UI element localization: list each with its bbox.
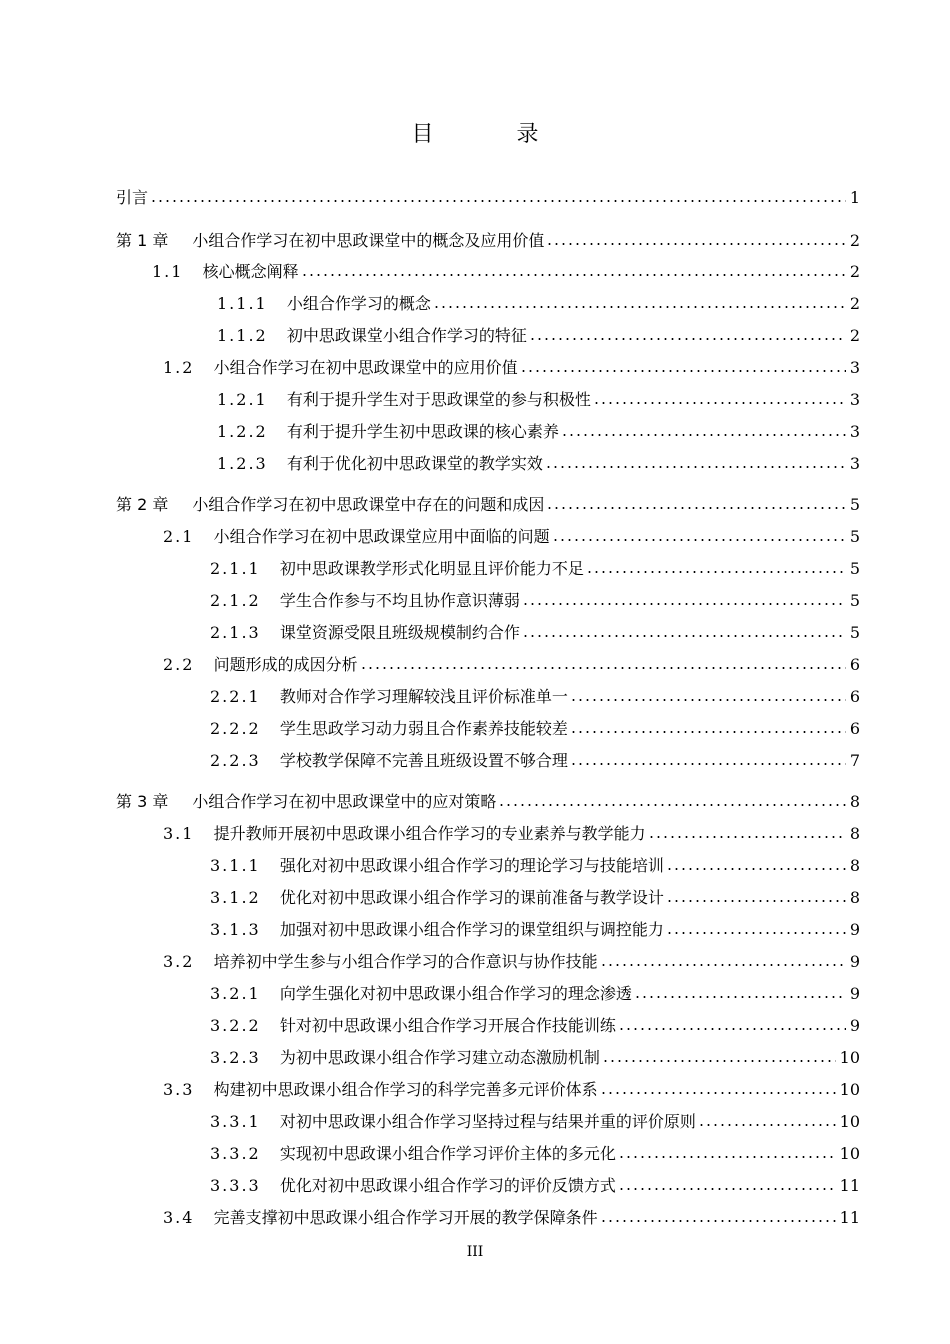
toc-entry-text: 完善支撑初中思政课小组合作学习开展的教学保障条件 xyxy=(213,1208,598,1227)
toc-entry-page: 10 xyxy=(839,1144,860,1163)
dot-leader xyxy=(600,962,846,968)
toc-entry-text: 有利于提升学生初中思政课的核心素养 xyxy=(286,422,559,441)
toc-entry-number: 2.2 xyxy=(163,655,195,674)
toc-entry-title xyxy=(210,1112,696,1132)
toc-entry-title xyxy=(116,188,148,208)
toc-entry[interactable] xyxy=(210,1044,860,1068)
toc-entry-number: 3.2.1 xyxy=(210,984,261,1003)
dot-leader xyxy=(593,400,846,406)
toc-entry[interactable] xyxy=(210,715,860,739)
toc-entry[interactable] xyxy=(163,651,860,675)
toc-entry-title xyxy=(210,984,632,1004)
toc-entry-number: 1.1 xyxy=(152,262,184,281)
dot-leader xyxy=(546,505,845,511)
toc-entry[interactable] xyxy=(152,258,860,282)
toc-entry-title xyxy=(152,262,299,282)
toc-entry-text: 强化对初中思政课小组合作学习的理论学习与技能培训 xyxy=(279,856,664,875)
dot-leader xyxy=(666,930,846,936)
toc-entry-number: 2.1.3 xyxy=(210,623,261,642)
toc-entry-title xyxy=(217,326,527,346)
dot-leader xyxy=(666,898,846,904)
toc-entry-number: 1.2.1 xyxy=(217,390,268,409)
toc-entry[interactable] xyxy=(210,1108,860,1132)
dot-leader xyxy=(666,866,846,872)
toc-entry[interactable] xyxy=(217,386,860,410)
toc-entry-title xyxy=(163,1208,598,1228)
toc-entry-text: 实现初中思政课小组合作学习评价主体的多元化 xyxy=(279,1144,616,1163)
page-title: 目 录 xyxy=(411,122,577,147)
toc-entry-page: 3 xyxy=(849,390,860,409)
toc-entry-title xyxy=(116,792,496,812)
toc-entry-text: 优化对初中思政课小组合作学习的课前准备与教学设计 xyxy=(279,888,664,907)
toc-entry-text: 构建初中思政课小组合作学习的科学完善多元评价体系 xyxy=(213,1080,598,1099)
toc-entry-number: 3.2 xyxy=(163,952,195,971)
toc-entry-number: 3.1.1 xyxy=(210,856,261,875)
dot-leader xyxy=(698,1122,836,1128)
dot-leader xyxy=(522,633,846,639)
toc-entry-title xyxy=(163,358,518,378)
toc-entry-page: 6 xyxy=(849,719,860,738)
page-number-footer: III xyxy=(466,1244,484,1260)
toc-entry-text: 加强对初中思政课小组合作学习的课堂组织与调控能力 xyxy=(279,920,664,939)
dot-leader xyxy=(618,1026,846,1032)
dot-leader xyxy=(529,336,846,342)
toc-entry[interactable] xyxy=(163,948,860,972)
toc-entry[interactable] xyxy=(210,916,860,940)
toc-entry-text: 为初中思政课小组合作学习建立动态激励机制 xyxy=(279,1048,600,1067)
toc-entry-text: 小组合作学习在初中思政课堂中的应对策略 xyxy=(192,792,497,811)
toc-entry-number: 1.1.2 xyxy=(217,326,268,345)
toc-entry-number: 3.2.3 xyxy=(210,1048,261,1067)
toc-entry-page: 10 xyxy=(839,1112,860,1131)
toc-entry-page: 7 xyxy=(849,751,860,770)
dot-leader xyxy=(545,464,846,470)
toc-entry-page: 9 xyxy=(849,952,860,971)
toc-entry-title xyxy=(163,655,358,675)
dot-leader xyxy=(546,241,845,247)
toc-entry-number: 1.2 xyxy=(163,358,195,377)
toc-entry-title xyxy=(210,751,568,771)
toc-entry-text: 小组合作学习在初中思政课堂应用中面临的问题 xyxy=(213,527,550,546)
toc-entry[interactable] xyxy=(210,980,860,1004)
toc-entry-page: 10 xyxy=(839,1048,860,1067)
toc-entry-title xyxy=(210,687,568,707)
toc-entry-title xyxy=(217,294,431,314)
dot-leader xyxy=(552,537,846,543)
toc-entry-title xyxy=(217,454,543,474)
toc-entry-title xyxy=(163,527,550,547)
toc-entry-number: 3.1 xyxy=(163,824,195,843)
dot-leader xyxy=(561,432,846,438)
toc-entry-title xyxy=(210,1048,600,1068)
toc-entry-page: 5 xyxy=(849,527,860,546)
toc-entry[interactable] xyxy=(210,747,860,771)
toc-entry-page: 2 xyxy=(849,326,860,345)
toc-entry-page: 2 xyxy=(849,262,860,281)
toc-entry-number: 第 2 章 xyxy=(116,495,169,514)
toc-entry-page: 1 xyxy=(849,188,860,207)
toc-entry-page: 9 xyxy=(849,984,860,1003)
toc-entry-number: 3.1.3 xyxy=(210,920,261,939)
toc-entry[interactable] xyxy=(210,1140,860,1164)
toc-entry-text: 向学生强化对初中思政课小组合作学习的理念渗透 xyxy=(279,984,632,1003)
toc-entry-number: 第 1 章 xyxy=(116,231,169,250)
dot-leader xyxy=(586,569,846,575)
toc-entry[interactable] xyxy=(210,852,860,876)
toc-entry-page: 5 xyxy=(849,623,860,642)
toc-entry-text: 学生合作参与不均且协作意识薄弱 xyxy=(279,591,520,610)
toc-entry-text: 学校教学保障不完善且班级设置不够合理 xyxy=(279,751,568,770)
toc-entry-text: 引言 xyxy=(116,188,149,207)
toc-entry[interactable] xyxy=(163,1204,860,1228)
toc-entry-number: 2.1.2 xyxy=(210,591,261,610)
toc-entry-text: 课堂资源受限且班级规模制约合作 xyxy=(279,623,520,642)
toc-entry-title xyxy=(163,1080,598,1100)
toc-chapter-entry[interactable] xyxy=(116,491,860,515)
toc-entry-title xyxy=(116,495,544,515)
toc-entry-text: 优化对初中思政课小组合作学习的评价反馈方式 xyxy=(279,1176,616,1195)
toc-entry[interactable] xyxy=(163,1076,860,1100)
toc-entry-title xyxy=(163,824,646,844)
dot-leader xyxy=(602,1058,836,1064)
toc-entry-page: 6 xyxy=(849,687,860,706)
toc-entry[interactable] xyxy=(210,587,860,611)
toc-entry-number: 3.1.2 xyxy=(210,888,261,907)
toc-entry-page: 9 xyxy=(849,1016,860,1035)
toc-entry-text: 针对初中思政课小组合作学习开展合作技能训练 xyxy=(279,1016,616,1035)
toc-entry-page: 3 xyxy=(849,358,860,377)
dot-leader xyxy=(301,272,846,278)
toc-entry[interactable] xyxy=(210,1172,860,1196)
toc-entry-page: 3 xyxy=(849,454,860,473)
dot-leader xyxy=(522,601,846,607)
dot-leader xyxy=(648,834,846,840)
toc-entry[interactable] xyxy=(210,683,860,707)
toc-entry-text: 有利于提升学生对于思政课堂的参与积极性 xyxy=(286,390,591,409)
toc-entry-page: 11 xyxy=(839,1176,860,1195)
dot-leader xyxy=(634,994,846,1000)
toc-entry-page: 2 xyxy=(849,294,860,313)
toc-entry-text: 小组合作学习在初中思政课堂中存在的问题和成因 xyxy=(192,495,545,514)
toc-entry-page: 11 xyxy=(839,1208,860,1227)
toc-entry-number: 2.1 xyxy=(163,527,195,546)
toc-entry-page: 5 xyxy=(849,591,860,610)
toc-entry-title xyxy=(210,719,568,739)
toc-entry-page: 6 xyxy=(849,655,860,674)
toc-entry-page: 8 xyxy=(849,824,860,843)
toc-entry-title xyxy=(210,623,520,643)
toc-entry-number: 2.2.3 xyxy=(210,751,261,770)
toc-entry-number: 2.2.2 xyxy=(210,719,261,738)
toc-entry-text: 教师对合作学习理解较浅且评价标准单一 xyxy=(279,687,568,706)
toc-entry-text: 小组合作学习的概念 xyxy=(286,294,431,313)
toc-entry[interactable] xyxy=(217,418,860,442)
toc-entry-number: 3.4 xyxy=(163,1208,195,1227)
toc-entry-title xyxy=(217,390,591,410)
toc-entry[interactable] xyxy=(210,1012,860,1036)
toc-entry-page: 5 xyxy=(849,495,860,514)
toc-entry-page: 3 xyxy=(849,422,860,441)
toc-entry-page: 8 xyxy=(849,888,860,907)
toc-chapter-entry[interactable] xyxy=(116,227,860,251)
toc-entry-number: 3.3.2 xyxy=(210,1144,261,1163)
toc-entry[interactable] xyxy=(163,523,860,547)
toc-entry-title xyxy=(210,920,664,940)
dot-leader xyxy=(433,304,846,310)
toc-chapter-entry[interactable] xyxy=(116,184,860,208)
toc-entry-page: 10 xyxy=(839,1080,860,1099)
toc-entry-number: 1.2.3 xyxy=(217,454,268,473)
toc-entry-page: 9 xyxy=(849,920,860,939)
dot-leader xyxy=(600,1218,836,1224)
toc-entry-number: 1.1.1 xyxy=(217,294,268,313)
dot-leader xyxy=(360,665,846,671)
toc-entry-title xyxy=(210,1144,616,1164)
dot-leader xyxy=(600,1090,836,1096)
dot-leader xyxy=(618,1154,836,1160)
toc-entry-number: 3.3 xyxy=(163,1080,195,1099)
toc-entry-title xyxy=(210,591,520,611)
toc-entry[interactable] xyxy=(210,555,860,579)
toc-entry[interactable] xyxy=(163,820,860,844)
toc-entry-number: 3.3.1 xyxy=(210,1112,261,1131)
toc-entry-text: 核心概念阐释 xyxy=(202,262,299,281)
toc-entry[interactable] xyxy=(210,619,860,643)
toc-entry-page: 8 xyxy=(849,792,860,811)
toc-entry-text: 对初中思政课小组合作学习坚持过程与结果并重的评价原则 xyxy=(279,1112,696,1131)
toc-entry-page: 5 xyxy=(849,559,860,578)
toc-entry-text: 小组合作学习在初中思政课堂中的概念及应用价值 xyxy=(192,231,545,250)
toc-entry-text: 有利于优化初中思政课堂的教学实效 xyxy=(286,454,543,473)
dot-leader xyxy=(570,761,846,767)
dot-leader xyxy=(520,368,846,374)
toc-entry-text: 学生思政学习动力弱且合作素养技能较差 xyxy=(279,719,568,738)
dot-leader xyxy=(618,1186,836,1192)
toc-entry-number: 第 3 章 xyxy=(116,792,169,811)
toc-entry[interactable] xyxy=(217,322,860,346)
toc-entry-text: 培养初中学生参与小组合作学习的合作意识与协作技能 xyxy=(213,952,598,971)
toc-entry-title xyxy=(116,231,544,251)
toc-entry[interactable] xyxy=(217,290,860,314)
toc-entry-text: 问题形成的成因分析 xyxy=(213,655,358,674)
dot-leader xyxy=(498,802,845,808)
toc-entry-page: 2 xyxy=(849,231,860,250)
toc-entry-title xyxy=(217,422,559,442)
dot-leader xyxy=(570,697,846,703)
toc-entry-title xyxy=(163,952,598,972)
toc-entry-text: 提升教师开展初中思政课小组合作学习的专业素养与教学能力 xyxy=(213,824,646,843)
dot-leader xyxy=(150,198,846,204)
toc-entry-title xyxy=(210,856,664,876)
toc-chapter-entry[interactable] xyxy=(116,788,860,812)
toc-entry-number: 2.2.1 xyxy=(210,687,261,706)
toc-entry-number: 1.2.2 xyxy=(217,422,268,441)
toc-entry-number: 2.1.1 xyxy=(210,559,261,578)
toc-entry-number: 3.2.2 xyxy=(210,1016,261,1035)
toc-entry-title xyxy=(210,559,584,579)
toc-entry-text: 小组合作学习在初中思政课堂中的应用价值 xyxy=(213,358,518,377)
toc-entry[interactable] xyxy=(217,450,860,474)
toc-entry-number: 3.3.3 xyxy=(210,1176,261,1195)
toc-entry-text: 初中思政课教学形式化明显且评价能力不足 xyxy=(279,559,584,578)
toc-entry-title xyxy=(210,1176,616,1196)
toc-entry[interactable] xyxy=(163,354,860,378)
toc-entry-title xyxy=(210,888,664,908)
dot-leader xyxy=(570,729,846,735)
toc-entry-text: 初中思政课堂小组合作学习的特征 xyxy=(286,326,527,345)
toc-entry[interactable] xyxy=(210,884,860,908)
toc-entry-title xyxy=(210,1016,616,1036)
toc-entry-page: 8 xyxy=(849,856,860,875)
